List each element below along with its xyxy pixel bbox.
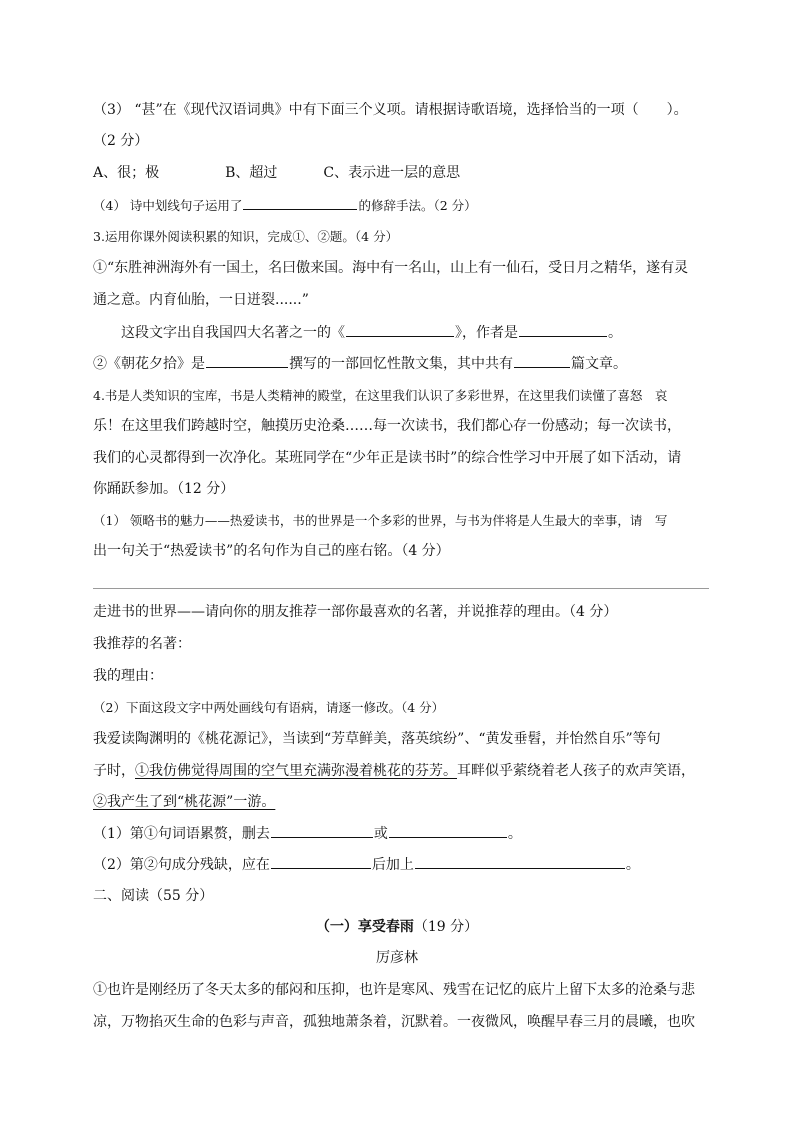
q3-option-a: A、很；极: [93, 165, 160, 181]
q4-text-pre: （4） 诗中划线句子运用了: [93, 198, 243, 213]
section3-para: [121, 322, 622, 343]
answer-blank[interactable]: [243, 195, 357, 210]
para-text-pre: 这段文字出自我国四大名著之一的《: [121, 325, 345, 341]
answer-blank[interactable]: [271, 854, 371, 869]
passage-line3: [93, 792, 275, 812]
fix2: [93, 854, 640, 875]
article-title: [0, 917, 794, 937]
para-text-end: 。: [608, 325, 622, 341]
section4-text: 乐！在这里我们跨越时空，触摸历史沧桑……每一次读书，我们都心存一份感动；每一次读书，: [93, 418, 681, 434]
q1-text: 出一句关于“热爱读书”的名句作为自己的座右铭。（4 分）: [93, 543, 450, 559]
section3-quote-line2: [93, 290, 309, 310]
answer-blank[interactable]: [346, 322, 454, 337]
answer-blank[interactable]: [206, 353, 288, 368]
quote-text: ①“东胜神洲海外有一国土，名曰傲来国。海中有一名山，山上有一仙石，受日月之精华，遂有灵: [93, 260, 689, 276]
article-line2: [93, 1012, 695, 1032]
q3-score: [93, 131, 148, 151]
q3-option-b: B、超过: [225, 165, 278, 181]
recommend-text: 走进书的世界——请向你的朋友推荐一部你最喜欢的名著，并说推荐的理由。（4 分）: [93, 604, 618, 620]
q3-score-text: （2 分）: [93, 133, 149, 149]
part2-heading: [93, 886, 213, 906]
section4-text: 你踊跃参加。（12 分）: [93, 481, 235, 497]
fix2-text-end: 。: [625, 857, 640, 873]
section4-text: 4.书是人类知识的宝库，书是人类精神的殿堂，在这里我们认识了多彩世界，在这里我们读懂了喜怒 哀: [93, 388, 668, 403]
recommend-book: [93, 634, 191, 654]
q4-question: [93, 195, 477, 216]
q2-instruction: （2）下面这段文字中两处画线句有语病，请逐一修改。（4 分）: [93, 700, 445, 715]
passage-line1: [93, 729, 661, 749]
section3-title-text: 3.运用你课外阅读积累的知识，完成①、②题。（4 分）: [93, 229, 399, 244]
underlined-sentence-2: ②我产生了到“桃花源”一游。: [93, 794, 276, 810]
answer-blank[interactable]: [514, 353, 570, 368]
answer-blank[interactable]: [415, 854, 625, 869]
section4-line2: [93, 416, 681, 436]
section4-q1-line1: [93, 511, 667, 531]
article-text: 凉，万物掐灭生命的色彩与声音，孤独地萧条着，沉默着。一夜微风，唤醒早春三月的晨曦，也吹: [93, 1014, 695, 1030]
q3-options: [93, 163, 460, 183]
section4-q1-line2: [93, 541, 450, 561]
answer-blank[interactable]: [389, 823, 507, 838]
fix1-text-pre: （1）第①句词语累赘，删去: [93, 826, 270, 842]
fix2-text-mid: 后加上: [371, 857, 414, 873]
article-title-text: （一）享受春雨: [315, 919, 414, 935]
passage-text: 耳畔似乎萦绕着老人孩子的欢声笑语，: [457, 763, 695, 779]
q1-text: （1） 领略书的魅力——热爱读书，书的世界是一个多彩的世界，与书为伴将是人生最大的幸事，请 写: [93, 513, 668, 528]
q4-text-post: 的修辞手法。（2 分）: [358, 198, 477, 213]
recommend-book-label: 我推荐的名著：: [93, 636, 191, 652]
article-text: ①也许是刚经历了冬天太多的郁闷和压抑，也许是寒风、残雪在记忆的底片上留下太多的沧桑与悲: [93, 982, 695, 998]
q2-text-end: 篇文章。: [571, 356, 627, 372]
section3-title: [93, 227, 398, 247]
article-score: （19 分）: [413, 919, 479, 935]
fix1-text-end: 。: [507, 826, 522, 842]
author-name: 厉彦林: [376, 950, 418, 966]
answer-blank[interactable]: [271, 823, 373, 838]
answer-blank[interactable]: [519, 322, 607, 337]
q3-option-c: C、表示进一层的意思: [323, 165, 461, 181]
para-text-mid: 》，作者是: [455, 325, 518, 341]
section4-q2: [93, 698, 444, 718]
section3-quote-line1: [93, 258, 688, 278]
recommend-line: [93, 602, 617, 622]
section4-line4: [93, 479, 234, 499]
passage-text: 子时，: [93, 763, 135, 779]
q2-text-mid: 撰写的一部回忆性散文集，其中共有: [289, 356, 513, 372]
q2-text-pre: ②《朝花夕拾》是: [93, 356, 205, 372]
passage-line2: [93, 761, 695, 781]
fix1-text-mid: 或: [373, 826, 388, 842]
section4-text: 我们的心灵都得到一次净化。某班同学在“少年正是读书时”的综合性学习中开展了如下活动，请: [93, 450, 682, 466]
section4-line1: [93, 386, 667, 406]
fix1: [93, 823, 522, 844]
divider: [93, 588, 709, 589]
passage-text: 我爱读陶渊明的《桃花源记》，当读到“芳草鲜美，落英缤纷”、“黄发垂髫，并怡然自乐”等句: [93, 731, 661, 747]
q3-question: [93, 100, 688, 120]
q3-text: （3） “甚”在《现代汉语词典》中有下面三个义项。请根据诗歌语境，选择恰当的一项（ ）。: [93, 102, 688, 118]
section4-line3: [93, 448, 681, 468]
article-line1: [93, 980, 695, 1000]
section3-q2: [93, 353, 627, 374]
underlined-sentence-1: ①我仿佛觉得周围的空气里充满弥漫着桃花的芬芳。: [135, 763, 457, 779]
recommend-reason: [93, 666, 163, 686]
article-author: [0, 948, 794, 968]
recommend-reason-label: 我的理由：: [93, 668, 163, 684]
fix2-text-pre: （2）第②句成分残缺，应在: [93, 857, 270, 873]
part2-text: 二、阅读（55 分）: [93, 888, 214, 904]
quote-text: 通之意。内育仙胎，一日迸裂......”: [93, 292, 309, 308]
